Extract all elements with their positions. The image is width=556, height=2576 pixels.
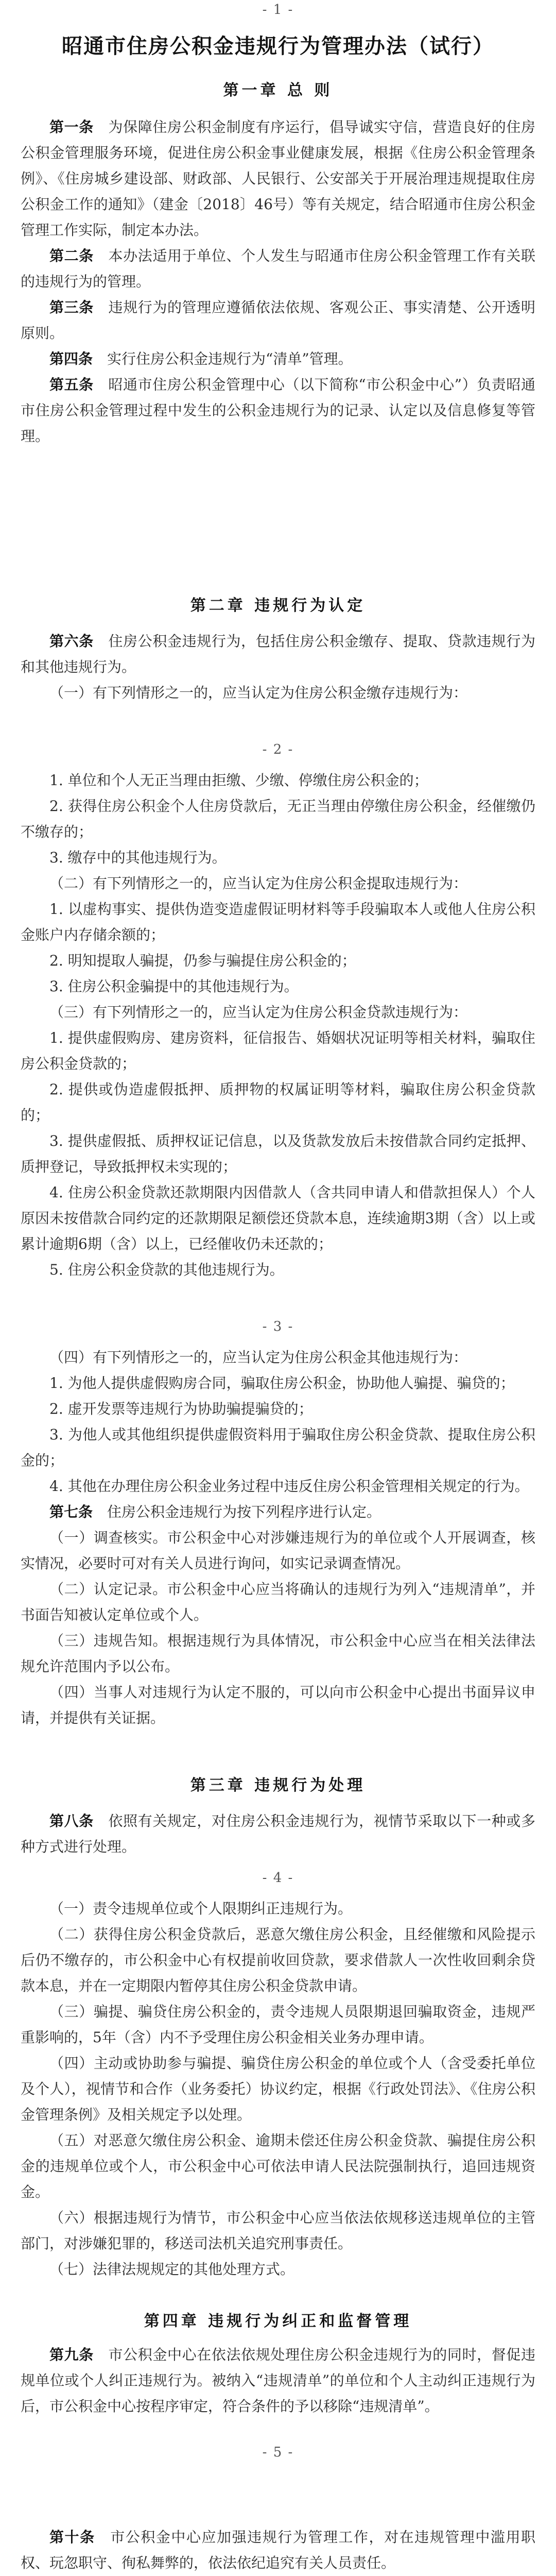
withdraw-violation-heading: （二）有下列情形之一的，应当认定为住房公积金提取违规行为： [49,875,468,892]
list-item: （一）责令违规单位或个人限期纠正违规行为。 [49,1900,353,1917]
chapter-heading: 第三章 违规行为处理 [190,1776,366,1794]
list-item: 1. 以虚构事实、提供伪造变造虚假证明材料等手段骗取本人或他人住房公积金账户内存储余额的； [21,901,535,943]
loan-violation-heading: （三）有下列情形之一的，应当认定为住房公积金贷款违规行为： [49,1004,468,1021]
deposit-violation-heading: （一）有下列情形之一的，应当认定为住房公积金缴存违规行为： [49,684,468,701]
article-9: 第九条 市公积金中心在依法依规处理住房公积金违规行为的同时，督促违规单位或个人纠正违规行为。被纳入“违规清单”的单位和个人主动纠正违规行为后，市公积金中心按程序审定，符合条件的予以移除“违规清单”。 [21,2346,535,2415]
chapter-heading: 第四章 违规行为纠正和监督管理 [144,2312,412,2330]
document-title: 昭通市住房公积金违规行为管理办法（试行） [62,34,494,58]
list-item: 5. 住房公积金贷款的其他违规行为。 [49,1261,284,1278]
page-number: - 4 - [262,1870,294,1886]
list-item: （二）认定记录。市公积金中心应当将确认的违规行为列入“违规清单”，并书面告知被认定单位或个人。 [21,1581,535,1623]
list-item: 2. 明知提取人骗提，仍参与骗提住房公积金的； [49,952,356,969]
list-item: （四）当事人对违规行为认定不服的，可以向市公积金中心提出书面异议申请，并提供有关证据。 [21,1684,535,1726]
list-item: （三）骗提、骗贷住房公积金的，责令违规人员限期退回骗取资金，违规严重影响的，5年（含）内不予受理住房公积金相关业务办理申请。 [21,2003,535,2046]
article-7: 第七条 住房公积金违规行为按下列程序进行认定。 [49,1503,381,1520]
article-3: 第三条 违规行为的管理应遵循依法依规、客观公正、事实清楚、公开透明原则。 [21,299,535,342]
article-10: 第十条 市公积金中心应加强违规行为管理工作，对在违规管理中滥用职权、玩忽职守、徇私舞弊的，依法依纪追究有关人员责任。 [21,2529,535,2571]
list-item: 4. 其他在办理住房公积金业务过程中违反住房公积金管理相关规定的行为。 [49,1478,529,1495]
list-item: （五）对恶意欠缴住房公积金、逾期未偿还住房公积金贷款、骗提住房公积金的违规单位或个人，市公积金中心可依法申请人民法院强制执行，追回违规资金。 [21,2132,535,2200]
list-item: （三）违规告知。根据违规行为具体情况，市公积金中心应当在相关法律法规允许范围内予以公布。 [21,1632,535,1675]
section-6-other [21,1345,535,1731]
list-item: 3. 缴存中的其他违规行为。 [49,849,227,866]
section-8-list [21,1896,535,2282]
article-10-block [21,2524,535,2576]
list-item: 2. 提供或伪造虚假抵押、质押物的权属证明等材料，骗取住房公积金贷款的； [21,1081,535,1124]
article-5: 第五条 昭通市住房公积金管理中心（以下简称“市公积金中心”）负责昭通市住房公积金管理过程中发生的公积金违规行为的记录、认定以及信息修复等管理。 [21,376,535,445]
chapter-4-section [21,2308,535,2419]
list-item: （七）法律法规规定的其他处理方式。 [49,2261,295,2278]
list-item: 1. 提供虚假购房、建房资料，征信报告、婚姻状况证明等相关材料，骗取住房公积金贷款的； [21,1029,535,1072]
chapter-3-section [21,1772,535,1860]
chapter-heading: 第一章 总 则 [223,81,333,99]
page-number: - 2 - [262,742,294,757]
page-number: - 3 - [262,1319,294,1334]
chapter-heading: 第二章 违规行为认定 [190,597,366,615]
section-6-list [21,768,535,1283]
list-item: （二）获得住房公积金贷款后，恶意欠缴住房公积金，且经催缴和风险提示后仍不缴存的，市公积金中心有权提前收回贷款，要求借款人一次性收回剩余贷款本息，并在一定期限内暂停其住房公积金贷款申请。 [21,1926,535,1994]
other-violation-heading: （四）有下列情形之一的，应当认定为住房公积金其他违规行为： [49,1349,468,1366]
list-item: 1. 单位和个人无正当理由拒缴、少缴、停缴住房公积金的； [49,772,428,789]
list-item: （四）主动或协助参与骗提、骗贷住房公积金的单位或个人（含受委托单位及个人），视情节和合作（业务委托）协议约定，根据《行政处罚法》、《住房公积金管理条例》及相关规定予以处理。 [21,2055,535,2123]
list-item: 1. 为他人提供虚假购房合同，骗取住房公积金，协助他人骗提、骗贷的； [49,1375,515,1392]
list-item: 2. 获得住房公积金个人住房贷款后，无正当理由停缴住房公积金，经催缴仍不缴存的； [21,798,535,840]
article-1: 第一条 为保障住房公积金制度有序运行，倡导诚实守信，营造良好的住房公积金管理服务环境，促进住房公积金事业健康发展，根据《住房公积金管理条例》、《住房城乡建设部、财政部、人民银行、公安部关于开展治理违规提取住房公积金工作的通知》（建金〔2018〕46号）等有关规定，结合昭通市住房公积金管理工作实际，制定本办法。 [21,118,535,239]
list-item: （六）根据违规行为情节，市公积金中心应当依法依规移送违规单位的主管部门，对涉嫌犯罪的，移送司法机关追究刑事责任。 [21,2209,535,2252]
list-item: 3. 提供虚假抵、质押权证记信息，以及货款发放后未按借款合同约定抵押、质押登记，导致抵押权未实现的； [21,1132,535,1175]
article-2: 第二条 本办法适用于单位、个人发生与昭通市住房公积金管理工作有关联的违规行为的管理。 [21,247,535,290]
chapter-2-section [21,592,535,706]
list-item: 2. 虚开发票等违规行为协助骗提骗贷的； [49,1400,313,1417]
chapter-1-section [21,77,535,449]
page-number: - 5 - [262,2445,294,2460]
article-6: 第六条 住房公积金违规行为，包括住房公积金缴存、提取、贷款违规行为和其他违规行为。 [21,633,535,675]
list-item: 4. 住房公积金贷款还款期限内因借款人（含共同申请人和借款担保人）个人原因未按借款合同约定的还款期限足额偿还贷款本息，连续逾期3期（含）以上或累计逾期6期（含）以上，已经催收仍未还款的； [21,1184,535,1252]
article-4: 第四条 实行住房公积金违规行为“清单”管理。 [49,350,353,367]
article-8: 第八条 依照有关规定，对住房公积金违规行为，视情节采取以下一种或多种方式进行处理。 [21,1812,535,1855]
list-item: 3. 住房公积金骗提中的其他违规行为。 [49,978,299,995]
list-item: 3. 为他人或其他组织提供虚假资料用于骗取住房公积金贷款、提取住房公积金的； [21,1426,535,1469]
page-number: - 1 - [262,2,294,18]
list-item: （一）调查核实。市公积金中心对涉嫌违规行为的单位或个人开展调查，核实情况，必要时可对有关人员进行询问，如实记录调查情况。 [21,1529,535,1572]
